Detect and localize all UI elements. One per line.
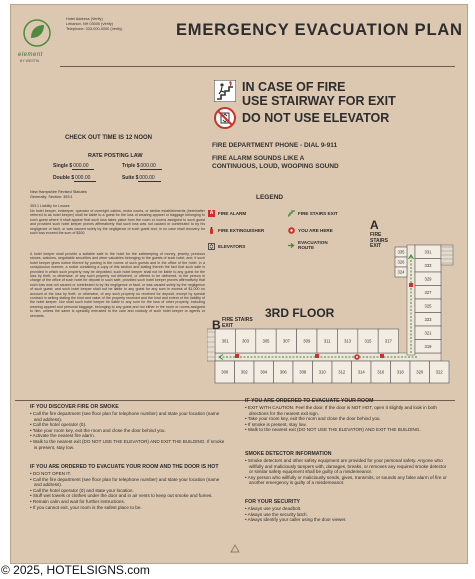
list-item: • Always identify your caller using the door viewer. xyxy=(245,517,347,523)
room-number: 304 xyxy=(260,369,268,375)
no-elevator-notice: DO NOT USE ELEVATOR xyxy=(242,111,390,125)
room-number: 331 xyxy=(424,249,432,255)
list-item: • DO NOT OPEN IT. xyxy=(30,471,72,476)
list-item: • Call the hotel operator (0) and state your location. xyxy=(30,487,134,493)
room-number: 308 xyxy=(299,369,307,375)
room-number: 305 xyxy=(262,338,270,344)
legend-fire-extinguisher: FIRE EXTINGUISHER xyxy=(208,227,264,234)
security-heading: FOR YOUR SECURITY xyxy=(245,499,300,505)
security-list xyxy=(245,506,450,523)
fire-stairs-icon xyxy=(288,210,295,217)
stairwell-b xyxy=(207,329,215,361)
room-number: 306 xyxy=(279,369,287,375)
legend-evacuation-route: EVACUATION ROUTE xyxy=(288,240,328,250)
ordered-evacuate-list xyxy=(245,405,450,433)
room-number: 320 xyxy=(416,369,424,375)
list-item: • Any person who willfully or maliciously sends, gives, transmits, or sounds any false alarm of fire or another emergency is guilty of a misdemeanor. xyxy=(245,474,447,486)
fire-alarm-icon: A xyxy=(209,210,214,216)
list-item: • If smoke is present, stay low. xyxy=(245,421,307,427)
room-number: 302 xyxy=(240,369,248,375)
you-are-here-marker-center xyxy=(356,356,358,358)
room-number: 300 xyxy=(221,369,229,375)
law-paragraph: No hotel keeper, innkeeper, operator of overnight cabins, motor courts, or similar establishments (hereinafter referred to as hotel keeper) shall be liable to a guest for the loss of wearing apparel or baggage belonging to such guest where it shall appear that such loss takes place from the room or rooms assigned to such guest and provided such hotel keeper proves affirmatively that such loss was not caused or contributed to by his negligence or fault, or was caused solely by the negligence of such guest and, in no case shall recovery for such loss exceed the sum of $300. xyxy=(30,209,205,236)
list-item: • Take your room key, exit the room and close the door behind you. xyxy=(30,427,166,433)
divider xyxy=(60,66,455,67)
room-number: 311 xyxy=(323,338,331,344)
list-item: • Walk to the nearest exit (DO NOT USE THE ELEVATOR) AND EXIT THE BUILDING. If smoke is present, stay low. xyxy=(30,438,225,450)
recycle-icon xyxy=(230,544,240,554)
stair-b-label: B xyxy=(212,318,221,332)
legend-heading: LEGEND xyxy=(256,194,284,201)
list-item: • Call the hotel operator (0). xyxy=(30,422,87,428)
room-number: 322 xyxy=(435,369,443,375)
room-number: 321 xyxy=(424,330,432,336)
room-number: 301 xyxy=(221,338,229,344)
stairway-exit-icon xyxy=(214,80,236,102)
room-number: 326 xyxy=(397,259,405,265)
list-item: • Stuff wet towels or clothes under the door and in air vents to keep out smoke and fumes. xyxy=(30,493,213,499)
room-number: 327 xyxy=(424,289,432,295)
door-hot-heading: IF YOU ARE ORDERED TO EVACUATE YOUR ROOM AND THE DOOR IS HOT xyxy=(30,464,219,470)
list-item: • Call the fire department (see floor plan for telephone number) and state your location (name and address). xyxy=(30,476,220,488)
list-item: • Smoke detectors and other safety equipment are provided for your personal safety. Anyone who willfully and maliciously tampers with, damages, breaks, or removes any required smoke detector or similar safety equipment shall be guilty of a misdemeanor. xyxy=(245,458,447,475)
rate-posting-heading: RATE POSTING LAW xyxy=(88,153,143,159)
page-title: EMERGENCY EVACUATION PLAN xyxy=(176,21,463,39)
list-item: • If you cannot exit, your room is the safest place to be. xyxy=(30,504,142,510)
fire-alarm-description: FIRE ALARM SOUNDS LIKE A CONTINUOUS, LOUD, WOOPING SOUND xyxy=(212,155,339,170)
rate-triple: Triple $000.00 xyxy=(122,163,162,169)
list-item: • Take your room key, exit the room and close the door behind you. xyxy=(245,416,381,422)
discover-fire-list xyxy=(30,411,225,450)
rate-single: Single $000.00 xyxy=(53,163,94,169)
hotel-address: Hotel Address (Verify) Lebanon, NH 03000 (Verify) Telephone: 333-000-0000 (Verify) xyxy=(66,17,123,31)
divider xyxy=(15,400,455,401)
smoke-detector-list xyxy=(245,458,450,486)
fire-alarm-marker xyxy=(315,354,319,358)
discover-fire-heading: IF YOU DISCOVER FIRE OR SMOKE xyxy=(30,404,119,410)
list-item: • Remain calm and wait for further instructions. xyxy=(30,498,126,504)
room-number: 316 xyxy=(377,369,385,375)
smoke-detector-heading: SMOKE DETECTOR INFORMATION xyxy=(245,451,332,457)
law-section-title: 353:1 Liability for Losses xyxy=(30,204,70,208)
legend-you-are-here: YOU ARE HERE xyxy=(288,227,333,234)
room-number: 312 xyxy=(338,369,346,375)
floor-label: 3RD FLOOR xyxy=(265,306,335,320)
room-number: 318 xyxy=(396,369,404,375)
room-number: 307 xyxy=(282,338,290,344)
fire-alarm-marker xyxy=(235,354,239,358)
room-number: 333 xyxy=(424,262,432,268)
brand-name: element xyxy=(18,52,43,58)
room-number: 323 xyxy=(424,316,432,322)
list-item: • Call the fire department (see floor plan for telephone number) and state your location (name and address). xyxy=(30,411,220,422)
legend-fire-alarm: A FIRE ALARM xyxy=(209,210,247,216)
fire-alarm-marker xyxy=(409,283,413,287)
fire-alarm-marker xyxy=(380,354,384,358)
room-number: 324 xyxy=(397,269,405,275)
copyright: © 2025, HOTELSIGNS.com xyxy=(1,563,150,577)
room-number: 313 xyxy=(344,338,352,344)
room-number: 315 xyxy=(364,338,372,344)
legend-elevators: ELEVATORS xyxy=(208,243,245,250)
fire-notice: IN CASE OF FIRE USE STAIRWAY FOR EXIT xyxy=(242,80,396,108)
ordered-evacuate-heading: IF YOU ARE ORDERED TO EVACUATE YOUR ROOM xyxy=(245,398,374,404)
stair-a-exit-label: FIRE STAIRS EXIT xyxy=(370,232,388,249)
room-number: 319 xyxy=(424,343,432,349)
list-item: • Walk to the nearest exit (DO NOT USE THE ELEVATOR) AND EXIT THE BUILDING. xyxy=(245,427,421,433)
room-number: 310 xyxy=(318,369,326,375)
room-number: 335 xyxy=(397,249,405,255)
list-item: • Always use the security latch. xyxy=(245,511,308,517)
rate-suite: Suite $000.00 xyxy=(122,175,161,181)
fire-department-phone: FIRE DEPARTMENT PHONE - DIAL 9-911 xyxy=(212,142,338,149)
legend-fire-stairs-exit: FIRE STAIRS EXIT xyxy=(288,210,338,217)
room-number: 317 xyxy=(384,338,392,344)
list-item: • Always use your deadbolt. xyxy=(245,506,302,511)
checkout-time: CHECK OUT TIME IS 12 NOON xyxy=(65,135,153,141)
element-leaf-logo xyxy=(22,18,52,48)
room-number: 309 xyxy=(303,338,311,344)
list-item: • EXIT WITH CAUTION. Feel the door. If the door is NOT HOT, open it slightly and look in both directions for the nearest exit sign. xyxy=(245,405,437,416)
room-number: 314 xyxy=(357,369,365,375)
door-hot-list xyxy=(30,471,225,510)
list-item: • Activate the nearest fire alarm. xyxy=(30,433,95,439)
law-paragraph: A hotel keeper shall provide a suitable safe in the hotel for the safekeeping of money, jewelry, precious stones, watches, negotiable securities and other valuables belonging to the guests of such hotel; and, if such hotel keeper gives notice thereof by posting in the rooms of such guests and in the office of the hotel, in a conspicuous manner, a notice containing a copy of this section and stating therein the fact that such safe is provided in which such property may be deposited, such hotel keeper shall not be liable to any guest for the loss by theft, or otherwise, of any such property not delivered, or offered to be delivered, to the person in charge of the office of such hotel for deposit in such safe, provided such hotel keeper proves affirmatively that such loss was not caused or contributed to by his negligence or fault, or was caused solely by the negligence of such guest; and such hotel keeper shall not be liable to any guest for any sum in excess of $1,000 on account of the loss by theft, or otherwise, of any such property so received for deposit, except by special contract in writing stating the kind and value of the property received and the kind and extent of the liability of the hotel keeper. Nor shall such hotel keeper be liable in any sum for the loss of other property, including wearing apparel and personal baggage, belonging to any guest and not either in the room or rooms assigned to him, unless the same is specially entrusted to the care and custody of such hotel keeper or agents or servants. xyxy=(30,252,205,318)
rate-double: Double $000.00 xyxy=(53,175,96,181)
law-heading: New Hampshire Revised Statutes Generally: Section: 353:1 xyxy=(30,190,87,199)
brand-subtitle: BY WESTIN xyxy=(20,59,40,63)
room-number: 325 xyxy=(424,303,432,309)
room-number: 329 xyxy=(424,276,432,282)
room-number: 303 xyxy=(242,338,250,344)
no-elevator-icon xyxy=(214,107,236,129)
stair-b-exit-label: FIRE STAIRS EXIT xyxy=(222,317,253,329)
stair-a-label: A xyxy=(370,218,379,232)
